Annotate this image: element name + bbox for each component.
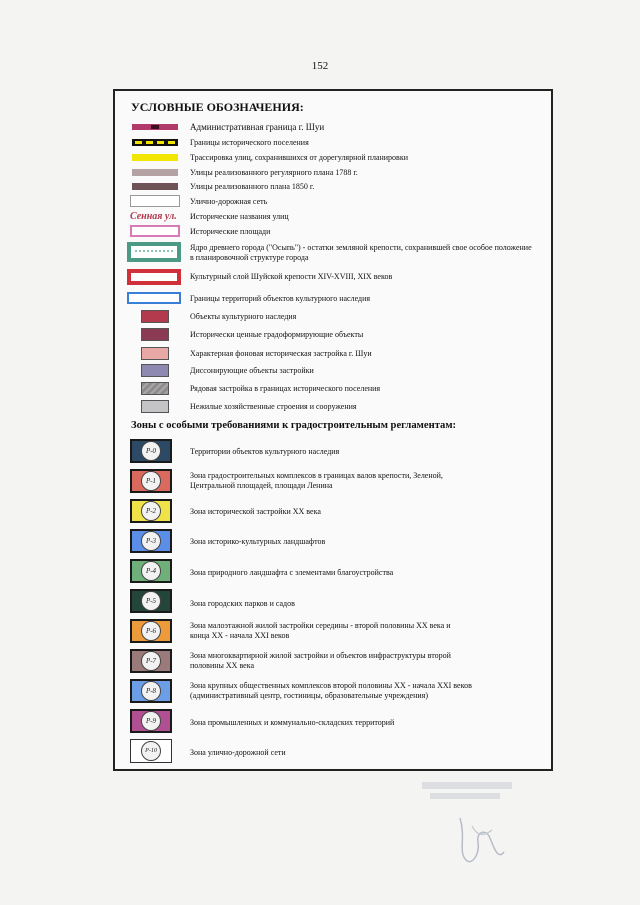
heritage-objects-symbol bbox=[141, 310, 169, 323]
zone-label: Зона городских парков и садов bbox=[190, 599, 295, 608]
legend-label: Нежилые хозяйственные строения и сооружения bbox=[190, 402, 357, 411]
background-buildings-symbol bbox=[141, 347, 169, 360]
zone-r0-symbol bbox=[130, 439, 172, 463]
ordinary-buildings-symbol bbox=[141, 382, 169, 395]
zone-r3-symbol bbox=[130, 529, 172, 553]
legend-box bbox=[113, 89, 553, 771]
zone-label: Зона крупных общественных комплексов второй половины XX - начала XXI веков (административный центр, гостиницы, образовательные учреждения) bbox=[190, 681, 472, 700]
outbuildings-symbol bbox=[141, 400, 169, 413]
road-network-symbol bbox=[130, 195, 180, 207]
zone-r6-symbol bbox=[130, 619, 172, 643]
plan-1850-streets-symbol bbox=[132, 183, 178, 190]
historic-settlement-border-symbol bbox=[132, 139, 178, 146]
historic-squares-symbol bbox=[130, 225, 180, 237]
zone-code: Р-10 bbox=[141, 741, 161, 761]
zone-r5-symbol bbox=[130, 589, 172, 613]
legend-label: Рядовая застройка в границах исторического поселения bbox=[190, 384, 381, 393]
legend-label: Административная граница г. Шуи bbox=[190, 122, 325, 132]
dissonant-buildings-symbol bbox=[141, 364, 169, 377]
zone-code: Р-5 bbox=[141, 591, 161, 611]
zone-label: Зона многоквартирной жилой застройки и объектов инфраструктуры второй половины XX века bbox=[190, 651, 451, 670]
zone-r9-symbol bbox=[130, 709, 172, 733]
legend-label: Объекты культурного наследия bbox=[190, 312, 297, 321]
zone-code: Р-1 bbox=[141, 471, 161, 491]
admin-border-symbol bbox=[132, 124, 178, 130]
legend-label: Ядро древнего города ("Осыпь") - остатки земляной крепости, сохранившей свое особое положение в планировочной структуре города bbox=[190, 243, 532, 262]
legend-label: Характерная фоновая историческая застройка г. Шуи bbox=[190, 349, 372, 358]
zone-label: Зона малоэтажной жилой застройки середины - второй половины XX века и конца XX - начала XXI веков bbox=[190, 621, 451, 640]
zone-code: Р-9 bbox=[141, 711, 161, 731]
zone-code: Р-7 bbox=[141, 651, 161, 671]
zones-title: Зоны с особыми требованиями к градостроительным регламентам: bbox=[131, 420, 457, 431]
zone-code: Р-8 bbox=[141, 681, 161, 701]
legend-label: Улично-дорожная сеть bbox=[190, 197, 268, 206]
zone-r2-symbol bbox=[130, 499, 172, 523]
zone-r10-symbol bbox=[130, 739, 172, 763]
zone-label: Зона промышленных и коммунально-складских территорий bbox=[190, 718, 395, 727]
pre-regular-streets-symbol bbox=[132, 154, 178, 161]
legend-title: УСЛОВНЫЕ ОБОЗНАЧЕНИЯ: bbox=[131, 100, 304, 114]
legend-label: Границы территорий объектов культурного наследия bbox=[190, 294, 371, 303]
plan-1788-streets-symbol bbox=[132, 169, 178, 176]
legend-label: Исторические названия улиц bbox=[190, 212, 289, 221]
zone-label: Зона исторической застройки XX века bbox=[190, 507, 321, 516]
ancient-core-symbol bbox=[127, 242, 181, 262]
zone-r1-symbol bbox=[130, 469, 172, 493]
zone-code: Р-4 bbox=[141, 561, 161, 581]
legend-label: Улицы реализованного регулярного плана 1788 г. bbox=[190, 168, 358, 177]
legend-label: Границы исторического поселения bbox=[190, 138, 309, 147]
legend-label: Исторические площади bbox=[190, 227, 271, 236]
zone-code: Р-3 bbox=[141, 531, 161, 551]
faint-stamp-image bbox=[420, 778, 530, 808]
legend-label: Трассировка улиц, сохранившихся от дорегулярной планировки bbox=[190, 153, 409, 162]
legend-label: Исторически ценные градоформирующие объекты bbox=[190, 330, 364, 339]
heritage-territory-border-symbol bbox=[127, 292, 181, 304]
zone-label: Зона историко-культурных ландшафтов bbox=[190, 537, 326, 546]
zone-r7-symbol bbox=[130, 649, 172, 673]
legend-label: Культурный слой Шуйской крепости XIV-XVIII, XIX веков bbox=[190, 272, 393, 281]
handwritten-signature-image bbox=[452, 808, 512, 868]
zone-label: Зона улично-дорожной сети bbox=[190, 748, 286, 757]
zone-code: Р-6 bbox=[141, 621, 161, 641]
historic-street-name-sample: Сенная ул. bbox=[130, 211, 177, 222]
legend-label: Улицы реализованного плана 1850 г. bbox=[190, 182, 315, 191]
zone-label: Территории объектов культурного наследия bbox=[190, 447, 340, 456]
valuable-objects-symbol bbox=[141, 328, 169, 341]
zone-label: Зона градостроительных комплексов в границах валов крепости, Зеленой, Центральной площадей, площади Ленина bbox=[190, 471, 443, 490]
legend-label: Диссонирующие объекты застройки bbox=[190, 366, 314, 375]
page-number: 152 bbox=[311, 60, 329, 72]
zone-label: Зона природного ландшафта с элементами благоустройства bbox=[190, 568, 394, 577]
zone-r4-symbol bbox=[130, 559, 172, 583]
zone-r8-symbol bbox=[130, 679, 172, 703]
cultural-layer-symbol bbox=[127, 269, 181, 285]
zone-code: Р-2 bbox=[141, 501, 161, 521]
zone-code: Р-0 bbox=[141, 441, 161, 461]
